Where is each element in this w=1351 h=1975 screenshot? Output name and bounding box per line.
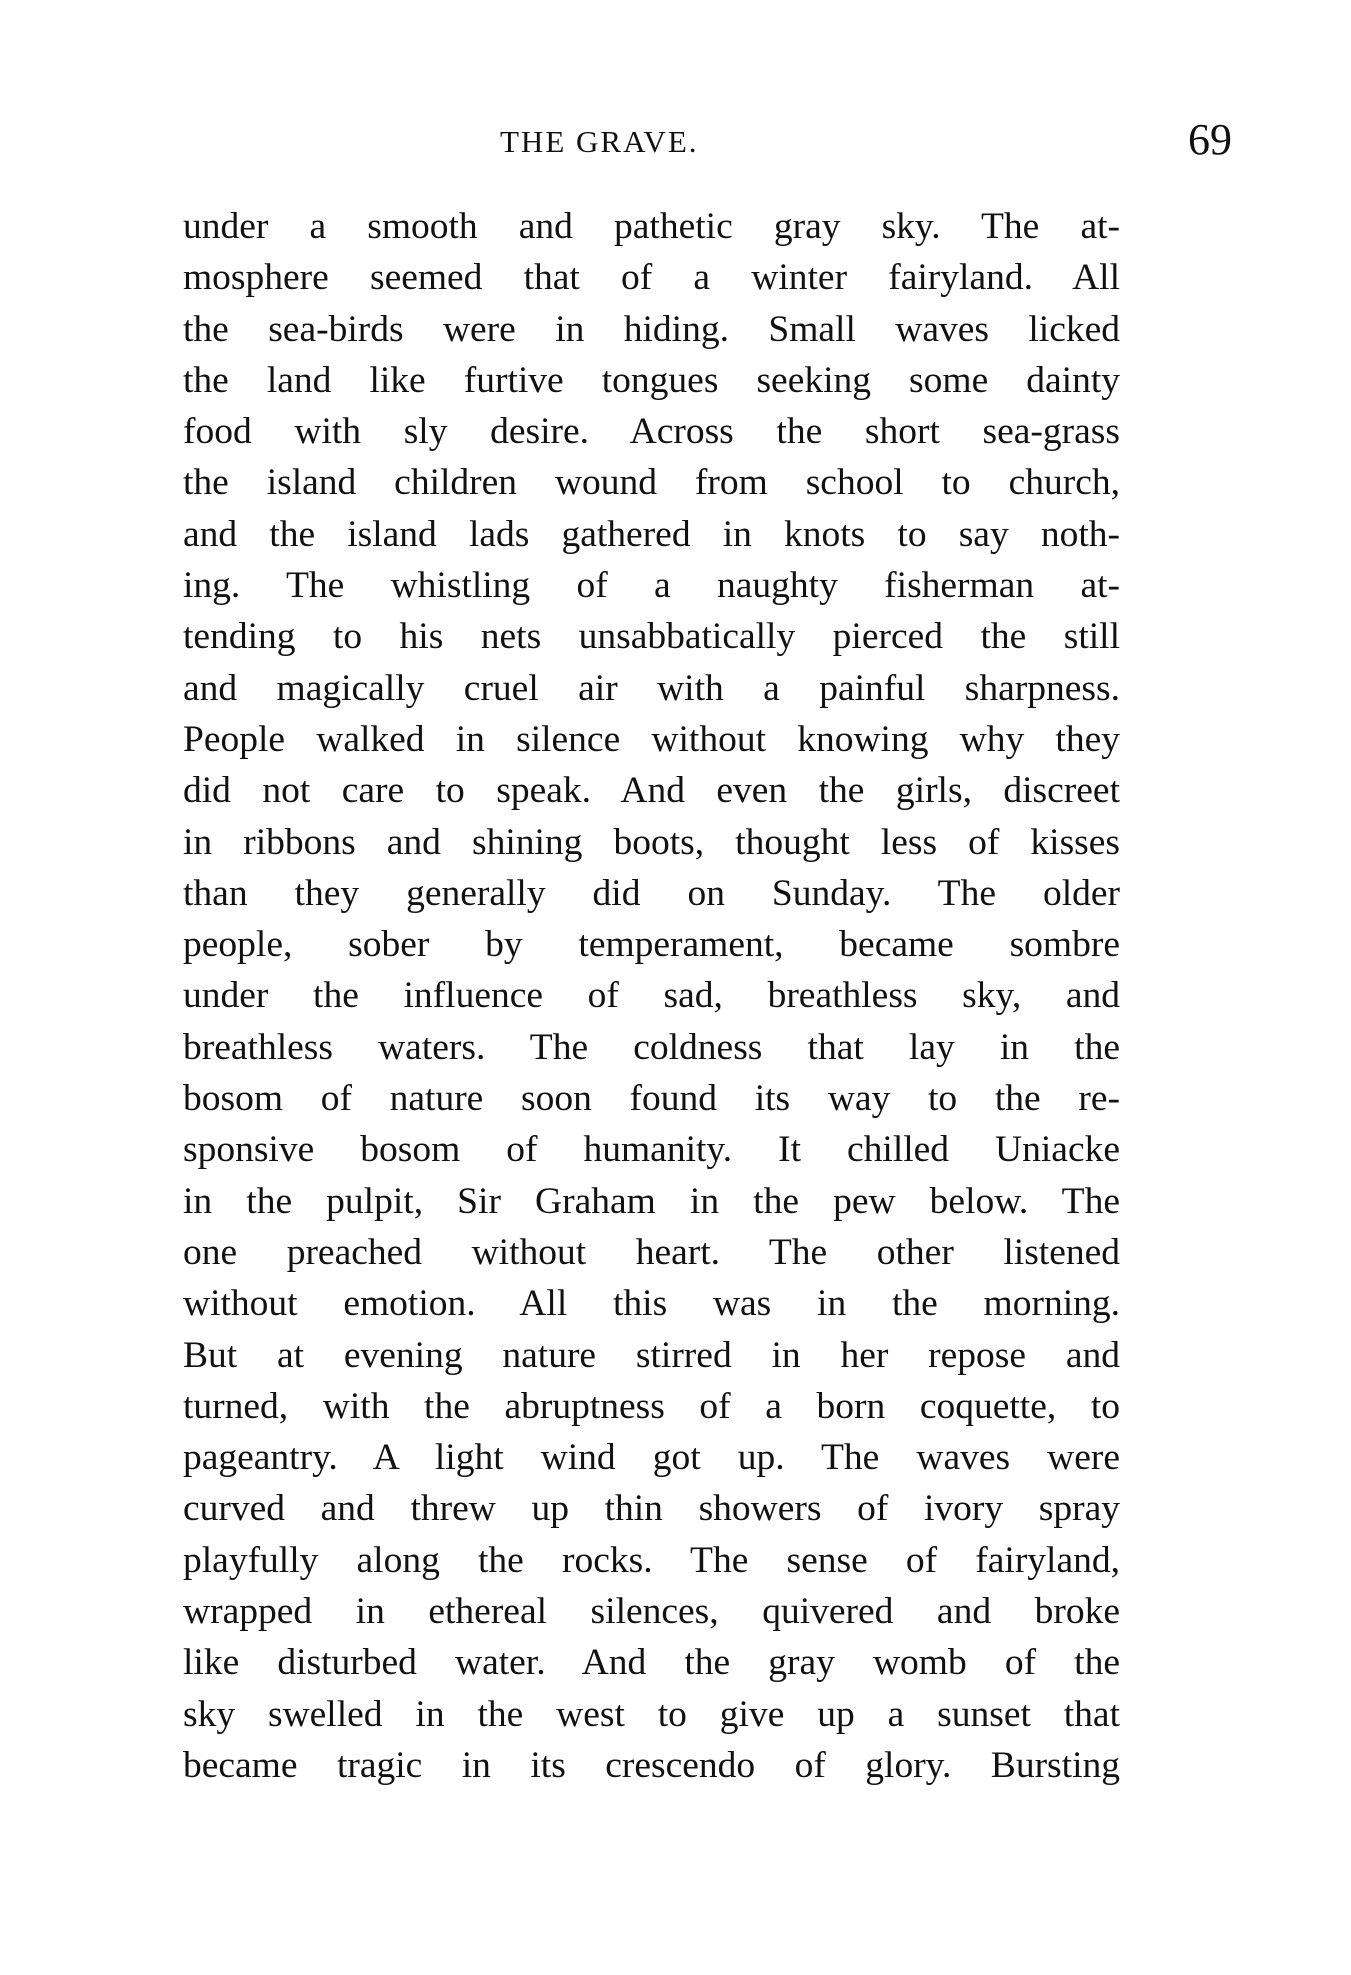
text-line: curved and threw up thin showers of ivory spray [183,1488,1120,1530]
body-text [183,201,1120,1791]
text-line: sponsive bosom of humanity. It chilled Uniacke [183,1129,1120,1171]
text-line: sky swelled in the west to give up a sunset that [183,1693,1120,1735]
text-line: wrapped in ethereal silences, quivered and broke [183,1591,1120,1633]
text-line: But at evening nature stirred in her repose and [183,1334,1120,1376]
text-line: one preached without heart. The other listened [183,1231,1120,1273]
text-line: and the island lads gathered in knots to say noth- [183,513,1120,555]
text-line: without emotion. All this was in the morning. [183,1283,1120,1325]
text-line: playfully along the rocks. The sense of fairyland, [183,1539,1120,1581]
text-line: in the pulpit, Sir Graham in the pew below. The [183,1180,1120,1222]
text-line: food with sly desire. Across the short sea-grass [183,411,1120,453]
running-title: THE GRAVE. [500,124,699,159]
page-number: 69 [1188,115,1232,164]
text-line: became tragic in its crescendo of glory. Bursting [183,1744,1120,1786]
text-line: under the influence of sad, breathless sky, and [183,975,1120,1017]
text-line: bosom of nature soon found its way to the re- [183,1078,1120,1120]
text-line: turned, with the abruptness of a born coquette, to [183,1385,1120,1427]
text-line: people, sober by temperament, became sombre [183,924,1120,966]
text-line: the land like furtive tongues seeking some dainty [183,359,1120,401]
text-line: mosphere seemed that of a winter fairyland. All [183,257,1120,299]
text-line: and magically cruel air with a painful sharpness. [183,667,1120,709]
text-line: like disturbed water. And the gray womb of the [183,1642,1120,1684]
text-line: in ribbons and shining boots, thought less of kisses [183,821,1120,863]
text-line: than they generally did on Sunday. The older [183,872,1120,914]
text-line: breathless waters. The coldness that lay in the [183,1026,1120,1068]
text-line: pageantry. A light wind got up. The waves were [183,1437,1120,1479]
text-line: the sea-birds were in hiding. Small waves licked [183,308,1120,350]
text-line: under a smooth and pathetic gray sky. The at- [183,206,1120,247]
text-line: tending to his nets unsabbatically pierced the still [183,616,1120,658]
text-line: ing. The whistling of a naughty fisherman at- [183,565,1120,607]
text-line: the island children wound from school to church, [183,462,1120,504]
text-line: did not care to speak. And even the girls, discreet [183,770,1120,812]
text-line: People walked in silence without knowing why they [183,718,1120,760]
